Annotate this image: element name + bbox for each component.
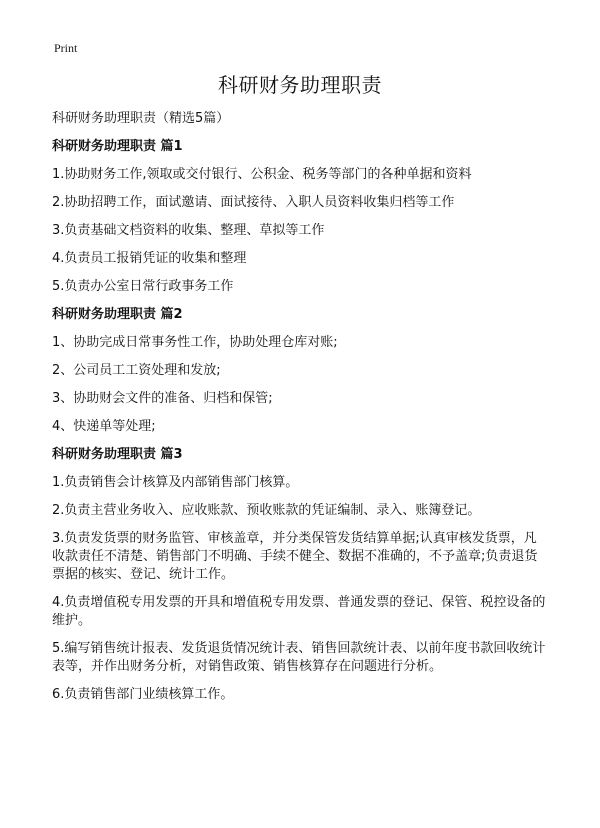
list-item: 6.负责销售部门业绩核算工作。 <box>52 687 234 702</box>
list-item: 1、协助完成日常事务性工作，协助处理仓库对账; <box>52 335 338 350</box>
list-item: 3.负责发货票的财务监管、审核盖章，并分类保管发货结算单据;认真审核发货票，凡收款责任不清楚、销售部门不明确、手续不健全、数据不准确的，不予盖章;负责退货票据的核实、登记、统计工作。 <box>52 531 538 582</box>
subtitle: 科研财务助理职责（精选5篇） <box>52 111 230 126</box>
list-item: 3.负责基础文档资料的收集、整理、草拟等工作 <box>52 223 325 238</box>
list-item: 5.负责办公室日常行政事务工作 <box>52 279 234 294</box>
list-item: 2.负责主营业务收入、应收账款、预收账款的凭证编制、录入、账簿登记。 <box>52 503 481 518</box>
section-2 <box>52 306 548 436</box>
list-item: 4、快递单等处理; <box>52 419 156 434</box>
list-item: 2.协助招聘工作，面试邀请、面试接待、入职人员资料收集归档等工作 <box>52 195 455 210</box>
section-heading: 科研财务助理职责 篇3 <box>52 447 183 462</box>
section-1 <box>52 138 548 296</box>
list-item: 1.协助财务工作,领取或交付银行、公积金、税务等部门的各种单据和资料 <box>52 167 472 182</box>
page-title: 科研财务助理职责 <box>218 73 382 97</box>
print-label: Print <box>54 41 78 55</box>
section-3 <box>52 446 548 704</box>
list-item: 3、协助财会文件的准备、归档和保管; <box>52 391 273 406</box>
list-item: 2、公司员工工资处理和发放; <box>52 363 221 378</box>
list-item: 5.编写销售统计报表、发货退货情况统计表、销售回款统计表、以前年度书款回收统计表等，并作出财务分析，对销售政策、销售核算存在问题进行分析。 <box>52 641 546 674</box>
list-item: 1.负责销售会计核算及内部销售部门核算。 <box>52 475 299 490</box>
section-heading: 科研财务助理职责 篇1 <box>52 139 183 154</box>
section-heading: 科研财务助理职责 篇2 <box>52 307 183 322</box>
list-item: 4.负责员工报销凭证的收集和整理 <box>52 251 247 266</box>
list-item: 4.负责增值税专用发票的开具和增值税专用发票、普通发票的登记、保管、税控设备的维护。 <box>52 595 546 628</box>
